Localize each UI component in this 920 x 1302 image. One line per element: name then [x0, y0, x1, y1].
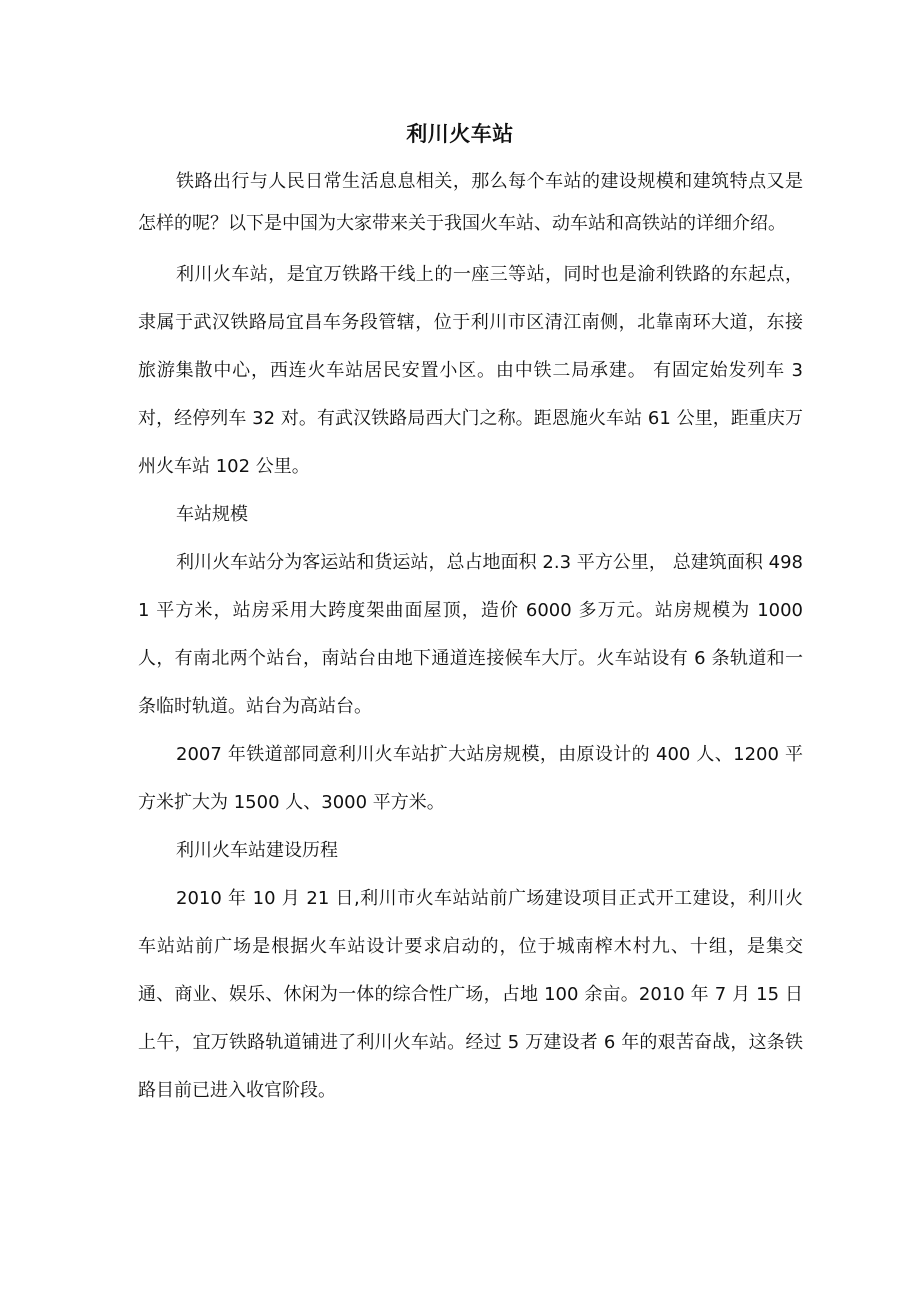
document-body [138, 161, 803, 1115]
paragraph-intro: 铁路出行与人民日常生活息息相关，那么每个车站的建设规模和建筑特点又是怎样的呢？以下是中国为大家带来关于我国火车站、动车站和高铁站的详细介绍。 [138, 171, 803, 234]
paragraph-expansion: 2007 年铁道部同意利川火车站扩大站房规模，由原设计的 400 人、1200 平方米扩大为 1500 人、3000 平方米。 [138, 744, 803, 813]
paragraph-history: 2010 年 10 月 21 日,利川市火车站站前广场建设项目正式开工建设，利川火车站站前广场是根据火车站设计要求启动的，位于城南榨木村九、十组，是集交通、商业、娱乐、休闲为一体的综合性广场，占地 100 余亩。2010 年 7 月 15 日上午，宜万铁路轨道铺进了利川火车站。经过 5 万建设者 6 年的艰苦奋战，这条铁路目前已进入收官阶段。 [138, 888, 803, 1101]
document-title: 利川火车站 [406, 122, 514, 146]
section-heading-history: 利川火车站建设历程 [176, 840, 338, 861]
paragraph-overview: 利川火车站，是宜万铁路干线上的一座三等站，同时也是渝利铁路的东起点，隶属于武汉铁路局宜昌车务段管辖，位于利川市区清江南侧，北靠南环大道，东接旅游集散中心，西连火车站居民安置小区。由中铁二局承建。 有固定始发列车 3 对，经停列车 32 对。有武汉铁路局西大门之称。距恩施火车站 61 公里，距重庆万州火车站 102 公里。 [138, 264, 803, 477]
section-heading-scale: 车站规模 [176, 504, 248, 525]
paragraph-scale: 利川火车站分为客运站和货运站，总占地面积 2.3 平方公里， 总建筑面积 4981 平方米，站房采用大跨度架曲面屋顶，造价 6000 多万元。站房规模为 1000 人，有南北两个站台，南站台由地下通道连接候车大厅。火车站设有 6 条轨道和一条临时轨道。站台为高站台。 [138, 552, 803, 717]
